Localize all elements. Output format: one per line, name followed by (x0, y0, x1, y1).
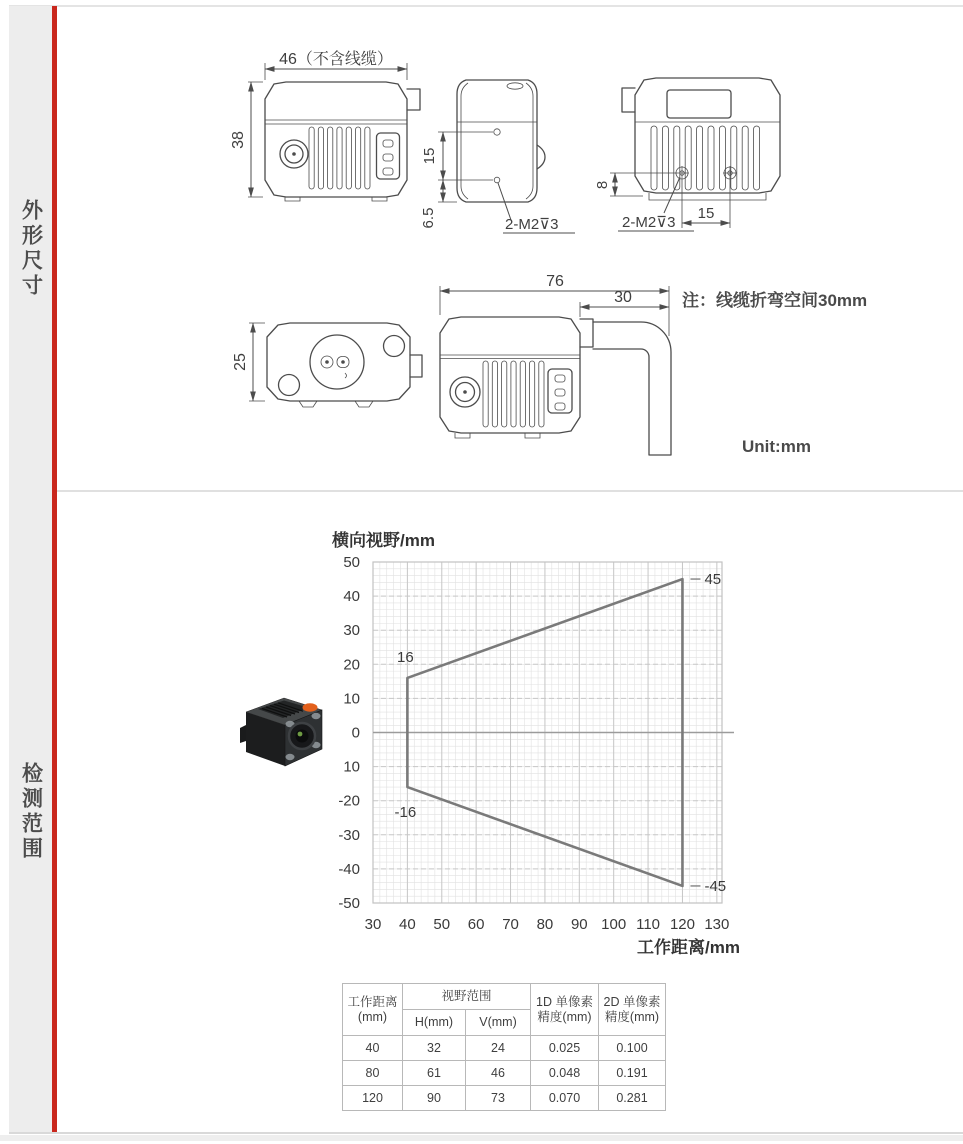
y-tick-label: 30 (343, 622, 360, 640)
table-cell: 40 (343, 1036, 403, 1061)
y-tick-label: -50 (338, 895, 360, 912)
drawing-top-view (232, 323, 422, 407)
drawing-side-view (420, 80, 575, 233)
dimension-drawings (57, 6, 963, 492)
dim-edge-offset-8: 8 (594, 180, 611, 190)
header-1d-line2: 精度(mm) (537, 1009, 592, 1024)
header-2d-precision (599, 984, 666, 1036)
x-tick-label: 90 (570, 916, 588, 933)
dim-cable-bend-30: 30 (614, 289, 632, 306)
table-cell: 120 (343, 1086, 403, 1111)
x-tick-label: 30 (364, 916, 382, 933)
dim-hole-spacing-rear-15: 15 (697, 205, 715, 222)
x-tick-label: 110 (636, 916, 661, 933)
fov-chart (330, 520, 760, 970)
annotation-label: -16 (394, 804, 417, 822)
section-label-dimensions: 外形尺寸 (19, 199, 43, 299)
table-row (343, 1086, 666, 1111)
trigger-button (303, 703, 318, 711)
rear-heatsink-fins (651, 126, 760, 190)
dim-depth-25: 25 (232, 353, 249, 371)
annotation-label: -45 (704, 877, 727, 895)
led-indicators (383, 140, 393, 175)
y-tick-label: -40 (338, 860, 360, 878)
unit-label: Unit:mm (742, 437, 811, 456)
table-cell: 0.070 (531, 1086, 599, 1111)
dim-total-length-76: 76 (546, 273, 564, 290)
cable-view-leds (555, 375, 565, 410)
cable-view-fins (483, 361, 544, 427)
table-cell: 46 (466, 1061, 531, 1086)
table-cell: 0.048 (531, 1061, 599, 1086)
table-cell: 90 (403, 1086, 466, 1111)
chart-plot-area (338, 554, 734, 933)
x-tick-label: 120 (669, 916, 695, 933)
header-1d-precision (531, 984, 599, 1036)
bottom-divider (9, 1132, 963, 1134)
header-2d-line2: 精度(mm) (604, 1009, 660, 1024)
product-photo (228, 688, 334, 768)
thread-label-side: 2-M2⊽3 (505, 216, 559, 233)
table-cell: 0.025 (531, 1036, 599, 1061)
y-tick-label: 20 (343, 656, 360, 674)
annotation-label: 45 (704, 571, 722, 589)
table-cell: 80 (343, 1061, 403, 1086)
cable-bend-note: 注：线缆折弯空间30mm (682, 291, 868, 310)
detection-range-table (342, 983, 666, 1111)
y-tick-label: 0 (351, 724, 360, 742)
header-working-distance-line1: 工作距离 (347, 995, 398, 1010)
table-row (343, 1061, 666, 1086)
header-2d-line1: 2D 单像素 (603, 995, 661, 1010)
table-cell: 24 (466, 1036, 531, 1061)
header-1d-line1: 1D 单像素 (536, 995, 593, 1010)
table-row (343, 1036, 666, 1061)
y-tick-label: -20 (338, 792, 360, 810)
y-tick-label: 50 (343, 554, 360, 571)
x-tick-label: 70 (502, 916, 519, 933)
x-tick-label: 40 (399, 916, 416, 933)
table-cell: 61 (403, 1061, 466, 1086)
header-h-col: H(mm) (403, 1010, 466, 1036)
section-label-detection-range: 检测范围 (19, 762, 43, 862)
header-working-distance-line2: (mm) (357, 1009, 388, 1024)
thread-label-rear: 2-M2⊽3 (622, 214, 676, 231)
table-cell: 73 (466, 1086, 531, 1111)
x-tick-label: 80 (536, 916, 554, 933)
y-tick-label: 40 (343, 588, 360, 606)
x-tick-label: 100 (601, 916, 627, 933)
dim-width-46: 46（不含线缆） (279, 51, 393, 68)
drawing-cable-view (440, 273, 671, 455)
y-tick-label: 10 (343, 758, 360, 776)
table-header-row-1 (343, 984, 666, 1010)
y-tick-label: 10 (343, 690, 360, 708)
dim-hole-spacing-15: 15 (421, 147, 438, 165)
table-cell: 32 (403, 1036, 466, 1061)
x-tick-label: 130 (704, 916, 730, 933)
header-v-col: V(mm) (466, 1010, 531, 1036)
x-tick-label: 60 (467, 916, 485, 933)
annotation-label: 16 (397, 648, 414, 666)
dim-height-38: 38 (230, 131, 247, 149)
y-tick-label: -30 (338, 826, 360, 844)
drawing-front-view (230, 50, 420, 201)
mounting-screws (675, 166, 737, 180)
drawing-rear-view (594, 78, 780, 231)
table-cell: 0.281 (599, 1086, 666, 1111)
header-working-distance (343, 984, 403, 1036)
chart-x-axis-title: 工作距离/mm (637, 938, 740, 957)
cable (593, 322, 671, 455)
header-fov-group: 视野范围 (403, 984, 531, 1010)
heatsink-fins (309, 127, 370, 189)
dim-bottom-offset-6-5: 6.5 (420, 207, 437, 229)
chart-y-axis-title: 横向视野/mm (332, 531, 435, 550)
x-tick-label: 50 (433, 916, 451, 933)
table-cell: 0.100 (599, 1036, 666, 1061)
bottom-band (0, 1135, 963, 1141)
table-cell: 0.191 (599, 1061, 666, 1086)
